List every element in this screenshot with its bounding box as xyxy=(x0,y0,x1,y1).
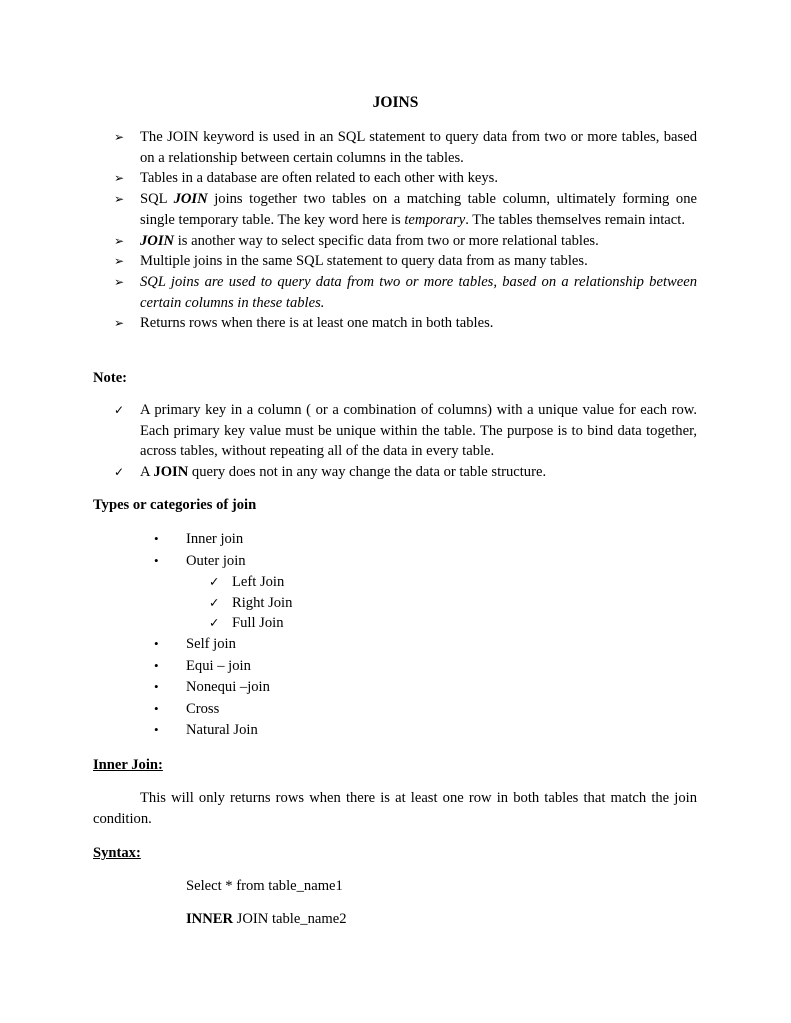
text-segment: Returns rows when there is at least one match in both tables. xyxy=(140,315,494,332)
text-segment: JOIN xyxy=(173,191,208,208)
list-item xyxy=(93,400,697,462)
text-segment: A xyxy=(140,464,154,481)
page-title: JOINS xyxy=(372,94,419,111)
list-item xyxy=(154,656,586,678)
syntax-line-2 xyxy=(186,909,347,930)
note-list xyxy=(93,400,697,483)
text-segment: is another way to select specific data from two or more relational tables. xyxy=(174,232,599,249)
dot-bullet-icon: • xyxy=(154,722,159,737)
text-segment: SQL xyxy=(140,191,174,208)
join-type-outer: Outer join xyxy=(186,552,246,569)
arrowhead-bullet-icon: ➢ xyxy=(114,316,125,331)
text-segment: query does not in any way change the data or table structure. xyxy=(188,464,547,481)
join-type-label: Cross xyxy=(186,700,220,717)
list-item xyxy=(154,720,586,742)
list-item xyxy=(209,593,632,614)
inner-join-description: This will only returns rows when there is at least one row in both tables that match the join condition. xyxy=(93,790,697,827)
types-heading: Types or categories of join xyxy=(93,497,257,513)
syntax-line-2-rest: JOIN table_name2 xyxy=(233,911,347,927)
subtype-label: Right Join xyxy=(232,594,293,611)
arrowhead-bullet-icon: ➢ xyxy=(114,254,125,269)
join-type-label: Natural Join xyxy=(186,722,258,738)
check-mark-icon: ✓ xyxy=(209,574,220,589)
list-item xyxy=(154,551,586,573)
text-segment: A primary key in a column ( or a combination of columns) with a unique value for each row. Each primary key value must be unique within the table. The purpose is to bind data together, across tables, without repeating all of the data in every table. xyxy=(140,402,697,460)
list-item xyxy=(93,127,697,168)
subtype-label: Left Join xyxy=(232,574,285,590)
list-item xyxy=(93,189,697,230)
text-segment: SQL joins are used to query data from two or more tables, based on a relationship between certain columns in these tables. xyxy=(140,273,697,311)
text-segment: . The tables themselves remain intact. xyxy=(465,211,685,228)
dot-bullet-icon: • xyxy=(154,700,159,716)
arrowhead-bullet-icon: ➢ xyxy=(114,130,125,144)
list-item xyxy=(154,634,586,656)
inner-keyword: INNER xyxy=(186,911,234,927)
check-mark-icon: ✓ xyxy=(114,465,125,480)
syntax-line-1: Select * from table_name1 xyxy=(186,878,343,894)
list-item xyxy=(154,677,586,699)
text-segment: JOIN xyxy=(140,232,175,249)
note-heading: Note: xyxy=(93,370,128,386)
arrowhead-bullet-icon: ➢ xyxy=(114,274,125,289)
join-type-label: Self join xyxy=(186,636,236,652)
check-mark-icon: ✓ xyxy=(209,594,220,610)
syntax-heading: Syntax: xyxy=(93,845,141,861)
list-item xyxy=(154,699,586,721)
list-item xyxy=(93,272,697,313)
intro-bullet-list xyxy=(93,127,697,334)
list-item xyxy=(93,231,697,252)
join-types-list xyxy=(154,529,586,572)
list-item xyxy=(93,251,697,272)
list-item xyxy=(93,168,697,189)
subtype-label: Full Join xyxy=(232,615,284,632)
list-item xyxy=(93,462,697,483)
outer-join-subtypes xyxy=(209,572,632,634)
join-types-list-rest xyxy=(154,634,586,742)
join-type-label: Equi – join xyxy=(186,657,251,674)
text-segment: temporary xyxy=(404,211,466,228)
text-segment: joins together two tables on a matching table column, ultimately forming one single temporary table. The key word here is xyxy=(140,191,697,228)
inner-join-heading: Inner Join: xyxy=(93,757,163,773)
join-type-inner: Inner join xyxy=(186,531,244,547)
check-mark-icon: ✓ xyxy=(114,403,125,417)
list-item xyxy=(154,529,586,551)
text-segment: JOIN xyxy=(153,464,189,481)
dot-bullet-icon: • xyxy=(154,679,159,694)
dot-bullet-icon: • xyxy=(154,552,159,568)
join-type-label: Nonequi –join xyxy=(186,679,270,695)
list-item xyxy=(209,572,632,593)
arrowhead-bullet-icon: ➢ xyxy=(114,171,125,186)
text-segment: Multiple joins in the same SQL statement to query data from as many tables. xyxy=(140,253,588,270)
arrowhead-bullet-icon: ➢ xyxy=(114,233,125,248)
list-item xyxy=(209,613,632,634)
dot-bullet-icon: • xyxy=(154,531,159,546)
dot-bullet-icon: • xyxy=(154,657,159,673)
dot-bullet-icon: • xyxy=(154,636,159,651)
list-item xyxy=(93,313,697,334)
check-mark-icon: ✓ xyxy=(209,615,220,631)
text-segment: Tables in a database are often related to each other with keys. xyxy=(140,170,498,187)
arrowhead-bullet-icon: ➢ xyxy=(114,192,125,207)
text-segment: The JOIN keyword is used in an SQL statement to query data from two or more tables, based on a relationship between certain columns in the tables. xyxy=(140,129,697,166)
